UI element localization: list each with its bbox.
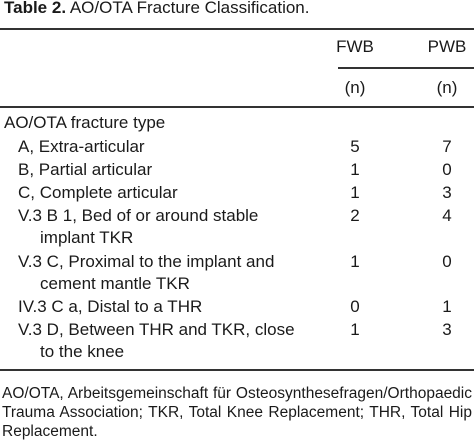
table-cell-fwb: 2 bbox=[350, 206, 360, 225]
table-row-label: V.3 C, Proximal to the implant and bbox=[18, 252, 275, 271]
table-row-label: V.3 B 1, Bed of or around stable bbox=[18, 206, 259, 225]
table-cell-pwb: 3 bbox=[442, 320, 452, 339]
table-row-label-continued: implant TKR bbox=[40, 228, 134, 247]
table-row-label-continued: cement mantle TKR bbox=[40, 274, 190, 293]
table-title: AO/OTA Fracture Classification. bbox=[69, 0, 310, 17]
table-cell-pwb: 0 bbox=[442, 160, 452, 179]
table-row-label: IV.3 C a, Distal to a THR bbox=[18, 297, 203, 316]
table-cell-pwb: 4 bbox=[442, 206, 452, 225]
bottom-rule bbox=[0, 369, 474, 371]
top-rule bbox=[0, 28, 474, 30]
table-cell-fwb: 0 bbox=[350, 297, 360, 316]
table-row-label: V.3 D, Between THR and TKR, close bbox=[18, 320, 295, 339]
header-separator-rule bbox=[338, 67, 474, 69]
table-cell-fwb: 5 bbox=[350, 137, 360, 156]
table-cell-fwb: 1 bbox=[350, 252, 360, 271]
table-row-label-continued: to the knee bbox=[40, 342, 125, 361]
table-row-label: C, Complete articular bbox=[18, 183, 178, 202]
table-cell-pwb: 7 bbox=[442, 137, 452, 156]
table-caption bbox=[4, 0, 310, 18]
column-header-pwb: PWB bbox=[427, 37, 467, 56]
table-row-label: B, Partial articular bbox=[18, 160, 153, 179]
table-footnote: AO/OTA, Arbeitsgemeinschaft für Osteosynthesefragen/Orthopaedic Trauma Association; TKR, Total Knee Replacement; THR, Total Hip Replacement. bbox=[2, 385, 472, 440]
table-cell-pwb: 0 bbox=[442, 252, 452, 271]
column-header-fwb: FWB bbox=[336, 37, 374, 56]
table-cell-fwb: 1 bbox=[350, 320, 360, 339]
table-row-label: A, Extra-articular bbox=[18, 137, 145, 156]
table-cell-pwb: 1 bbox=[442, 297, 452, 316]
table-cell-pwb: 3 bbox=[442, 183, 452, 202]
column-unit-fwb: (n) bbox=[344, 78, 366, 97]
table-cell-fwb: 1 bbox=[350, 160, 360, 179]
header-bottom-rule bbox=[0, 106, 474, 108]
section-label: AO/OTA fracture type bbox=[4, 113, 166, 132]
table-label: Table 2. bbox=[4, 0, 67, 17]
column-unit-pwb: (n) bbox=[436, 78, 458, 97]
table-cell-fwb: 1 bbox=[350, 183, 360, 202]
